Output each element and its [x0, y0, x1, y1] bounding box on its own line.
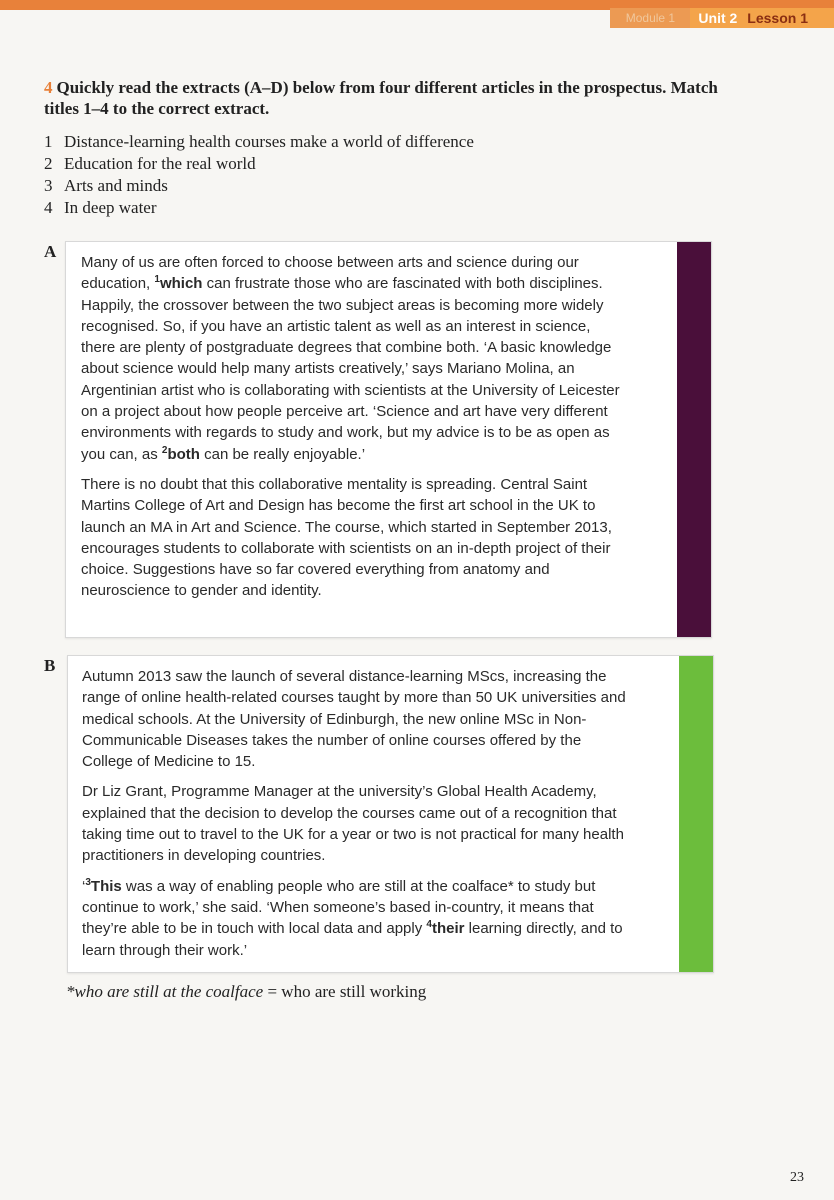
text-run: can be really enjoyable.’ — [199, 445, 366, 463]
extract-a-color-stripe — [677, 242, 711, 637]
lesson-tab: Lesson 1 — [745, 8, 834, 28]
title-text: Arts and minds — [64, 176, 168, 195]
page-number: 23 — [790, 1170, 804, 1185]
module-tab: Module 1 — [610, 8, 690, 28]
text-run: ‘ — [82, 877, 86, 895]
reference-word: This — [90, 877, 122, 895]
title-number: 3 — [44, 176, 53, 195]
title-item — [44, 153, 474, 175]
extract-b-text — [82, 666, 627, 970]
extract-a-paragraph-2: There is no doubt that this collaborative mentality is spreading. Central Saint Martins College of Art and Design has become the first art school in the UK to launch an MA in Art and Science. The course, which started in September 2013, encourages students to collaborate with scientists on an in-depth project of their choice. Suggestions have so far covered everything from anatomy and neuroscience to gender and identity. — [81, 475, 612, 600]
text-run: was a way of enabling people who are still at the coalface* to study but continue to work,’ she said. ‘When someone’s based in-country, it means that they’re able to be in touch with local data and apply — [82, 877, 596, 938]
unit-tab: Unit 2 — [690, 8, 745, 28]
footnote-term: *who are still at the coalface — [66, 982, 264, 1001]
title-number: 4 — [44, 198, 53, 217]
title-text: In deep water — [64, 198, 157, 217]
title-text: Distance-learning health courses make a world of difference — [64, 132, 474, 151]
task-instruction — [44, 77, 744, 119]
titles-list — [44, 131, 474, 219]
reference-number: 1 — [154, 274, 160, 286]
reference-word: both — [167, 445, 200, 463]
title-item — [44, 175, 474, 197]
title-text: Education for the real world — [64, 154, 256, 173]
title-item — [44, 197, 474, 219]
reference-word: their — [431, 920, 465, 938]
reference-number: 4 — [426, 919, 432, 931]
title-number: 1 — [44, 132, 53, 151]
extract-a-letter: A — [44, 242, 57, 261]
extract-b-letter: B — [44, 656, 56, 675]
header-tabs — [610, 8, 834, 28]
extract-a-paragraph-1 — [81, 252, 626, 465]
extract-a-box — [65, 241, 712, 638]
extract-a-text — [81, 252, 626, 611]
extract-b-paragraph-1: Autumn 2013 saw the launch of several distance-learning MScs, increasing the range of online health-related courses taught by more than 50 UK universities and medical schools. At the University of Edinburgh, the new online MSc in Non-Communicable Diseases takes the number of online courses offered by the College of Medicine to 15. — [82, 668, 626, 771]
text-run: can frustrate those who are fascinated with both disciplines. Happily, the crossover between the two subject areas is becoming more widely recognised. So, if you have an artistic talent as well as an interest in science, there are plenty of postgraduate degrees that combine both. ‘A basic knowledge about science would help many artists creatively,’ says Mariano Molina, an Argentinian artist who is collaborating with scientists at the University of Leicester on a project about how people perceive art. ‘Science and art have very different environments with regards to study and work, but my advice is to be as open as you can, as — [81, 275, 620, 463]
extract-b-paragraph-3 — [82, 876, 627, 961]
task-text: Quickly read the extracts (A–D) below from four different articles in the prospectus. Match titles 1–4 to the correct extract. — [44, 78, 718, 118]
reference-number: 3 — [85, 876, 91, 888]
extract-b-box — [67, 655, 714, 973]
extract-b-paragraph-2: Dr Liz Grant, Programme Manager at the university’s Global Health Academy, explained that the decision to develop the courses came out of a recognition that taking time out to travel to the UK for a year or two is not practical for many health practitioners in developing countries. — [82, 783, 624, 865]
extract-b-color-stripe — [679, 656, 713, 972]
text-run: Many of us are often forced to choose between arts and science during our education, — [81, 254, 579, 293]
footnote — [66, 982, 426, 1002]
footnote-definition: = who are still working — [263, 982, 427, 1001]
text-run: learning directly, and to learn through their work.’ — [82, 920, 623, 959]
title-item — [44, 131, 474, 153]
title-number: 2 — [44, 154, 53, 173]
task-number: 4 — [44, 78, 53, 97]
reference-number: 2 — [161, 444, 168, 456]
reference-word: which — [159, 275, 203, 293]
